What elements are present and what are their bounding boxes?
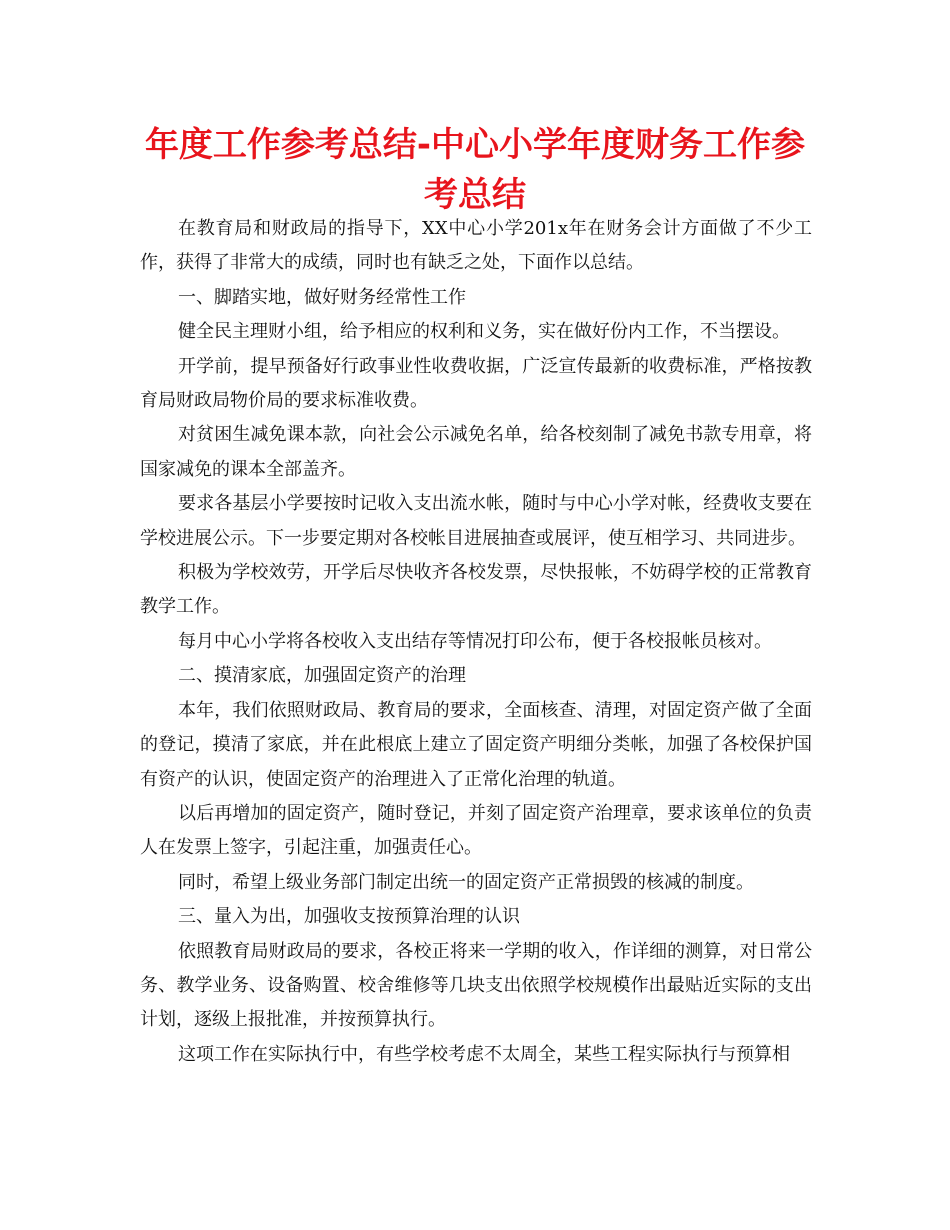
paragraph: 积极为学校效劳，开学后尽快收齐各校发票，尽快报帐，不妨碍学校的正常教育教学工作。 <box>140 562 812 618</box>
document-body <box>140 212 812 1072</box>
document-title: 年度工作参考总结-中心小学年度财务工作参考总结 <box>144 125 806 215</box>
paragraph: 开学前，提早预备好行政事业性收费收据，广泛宣传最新的收费标准，严格按教育局财政局物价局的要求标准收费。 <box>140 355 812 412</box>
paragraph: 本年，我们依照财政局、教育局的要求，全面核查、清理，对固定资产做了全面的登记，摸清了家底，并在此根底上建立了固定资产明细分类帐，加强了各校保护国有资产的认识，使固定资产的治理进入了正常化治理的轨道。 <box>140 699 812 790</box>
paragraph: 同时，希望上级业务部门制定出统一的固定资产正常损毁的核减的制度。 <box>178 871 754 893</box>
paragraph: 这项工作在实际执行中，有些学校考虑不太周全，某些工程实际执行与预算相 <box>178 1043 790 1065</box>
section-heading-1: 一、脚踏实地，做好财务经常性工作 <box>178 286 466 308</box>
paragraph: 健全民主理财小组，给予相应的权利和义务，实在做好份内工作，不当摆设。 <box>178 321 790 343</box>
paragraph: 依照教育局财政局的要求，各校正将来一学期的收入，作详细的测算，对日常公务、教学业务、设备购置、校舍维修等几块支出依照学校规模作出最贴近实际的支出计划，逐级上报批准，并按预算执行。 <box>140 940 812 1031</box>
section-heading-2: 二、摸清家底，加强固定资产的治理 <box>178 665 466 687</box>
paragraph: 以后再增加的固定资产，随时登记，并刻了固定资产治理章，要求该单位的负责人在发票上签字，引起注重，加强责任心。 <box>140 802 812 859</box>
paragraph: 要求各基层小学要按时记收入支出流水帐，随时与中心小学对帐，经费收支要在学校进展公示。下一步要定期对各校帐目进展抽查或展评，使互相学习、共同进步。 <box>140 493 812 549</box>
paragraph: 每月中心小学将各校收入支出结存等情况打印公布，便于各校报帐员核对。 <box>178 630 772 652</box>
paragraph-intro: 在教育局和财政局的指导下，XX中心小学201x年在财务会计方面做了不少工作，获得了非常大的成绩，同时也有缺乏之处，下面作以总结。 <box>140 218 812 274</box>
section-heading-3: 三、量入为出，加强收支按预算治理的认识 <box>178 906 520 928</box>
paragraph: 对贫困生减免课本款，向社会公示减免名单，给各校刻制了减免书款专用章，将国家减免的课本全部盖齐。 <box>140 424 812 480</box>
